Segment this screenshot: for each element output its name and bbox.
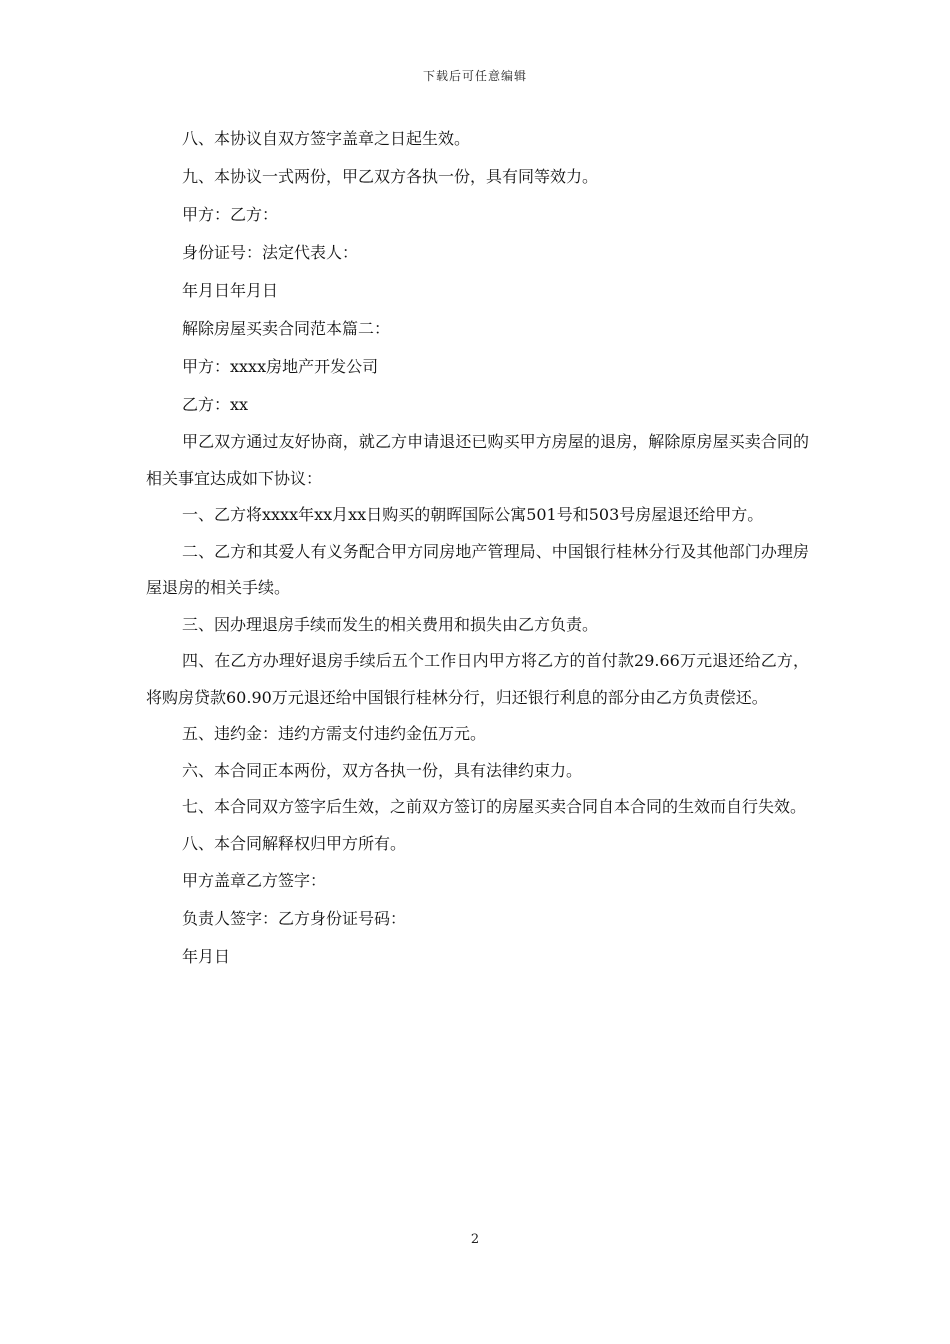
page-number: 2 bbox=[470, 1232, 480, 1247]
signature-line: 甲方：乙方： bbox=[182, 205, 279, 224]
document-body bbox=[146, 120, 809, 976]
date-line: 年月日年月日 bbox=[182, 281, 279, 300]
page-header: 下载后可任意编辑 bbox=[422, 69, 527, 83]
closing-line: 甲方盖章乙方签字： bbox=[182, 871, 327, 890]
closing-date-line: 年月日 bbox=[182, 947, 231, 966]
clause-paragraph: 八、本合同解释权归甲方所有。 bbox=[182, 833, 407, 853]
intro-paragraph: 甲乙双方通过友好协商，就乙方申请退还已购买甲方房屋的退房，解除原房屋买卖合同的相关事宜达成如下协议： bbox=[146, 432, 809, 488]
clause-paragraph: 六、本合同正本两份，双方各执一份，具有法律约束力。 bbox=[182, 760, 583, 780]
closing-line: 负责人签字：乙方身份证号码： bbox=[182, 909, 407, 928]
party-b-line: 乙方：xx bbox=[182, 395, 249, 414]
clause-line: 九、本协议一式两份，甲乙双方各执一份，具有同等效力。 bbox=[182, 167, 599, 186]
clause-line: 八、本协议自双方签字盖章之日起生效。 bbox=[182, 129, 471, 148]
section-title: 解除房屋买卖合同范本篇二： bbox=[182, 319, 391, 338]
clause-paragraph: 五、违约金：违约方需支付违约金伍万元。 bbox=[182, 724, 487, 743]
clause-paragraph: 三、因办理退房手续而发生的相关费用和损失由乙方负责。 bbox=[182, 614, 599, 634]
clause-paragraph: 四、在乙方办理好退房手续后五个工作日内甲方将乙方的首付款29.66万元退还给乙方，将购房贷款60.90万元退还给中国银行桂林分行，归还银行利息的部分由乙方负责偿还。 bbox=[146, 651, 809, 707]
clause-paragraph: 七、本合同双方签字后生效，之前双方签订的房屋买卖合同自本合同的生效而自行失效。 bbox=[182, 797, 807, 816]
party-a-line: 甲方：xxxx房地产开发公司 bbox=[182, 357, 379, 376]
signature-line: 身份证号：法定代表人： bbox=[182, 243, 359, 262]
clause-paragraph: 二、乙方和其爱人有义务配合甲方同房地产管理局、中国银行桂林分行及其他部门办理房屋退房的相关手续。 bbox=[146, 541, 809, 597]
clause-paragraph: 一、乙方将xxxx年xx月xx日购买的朝晖国际公寓501号和503号房屋退还给甲方。 bbox=[182, 505, 764, 524]
